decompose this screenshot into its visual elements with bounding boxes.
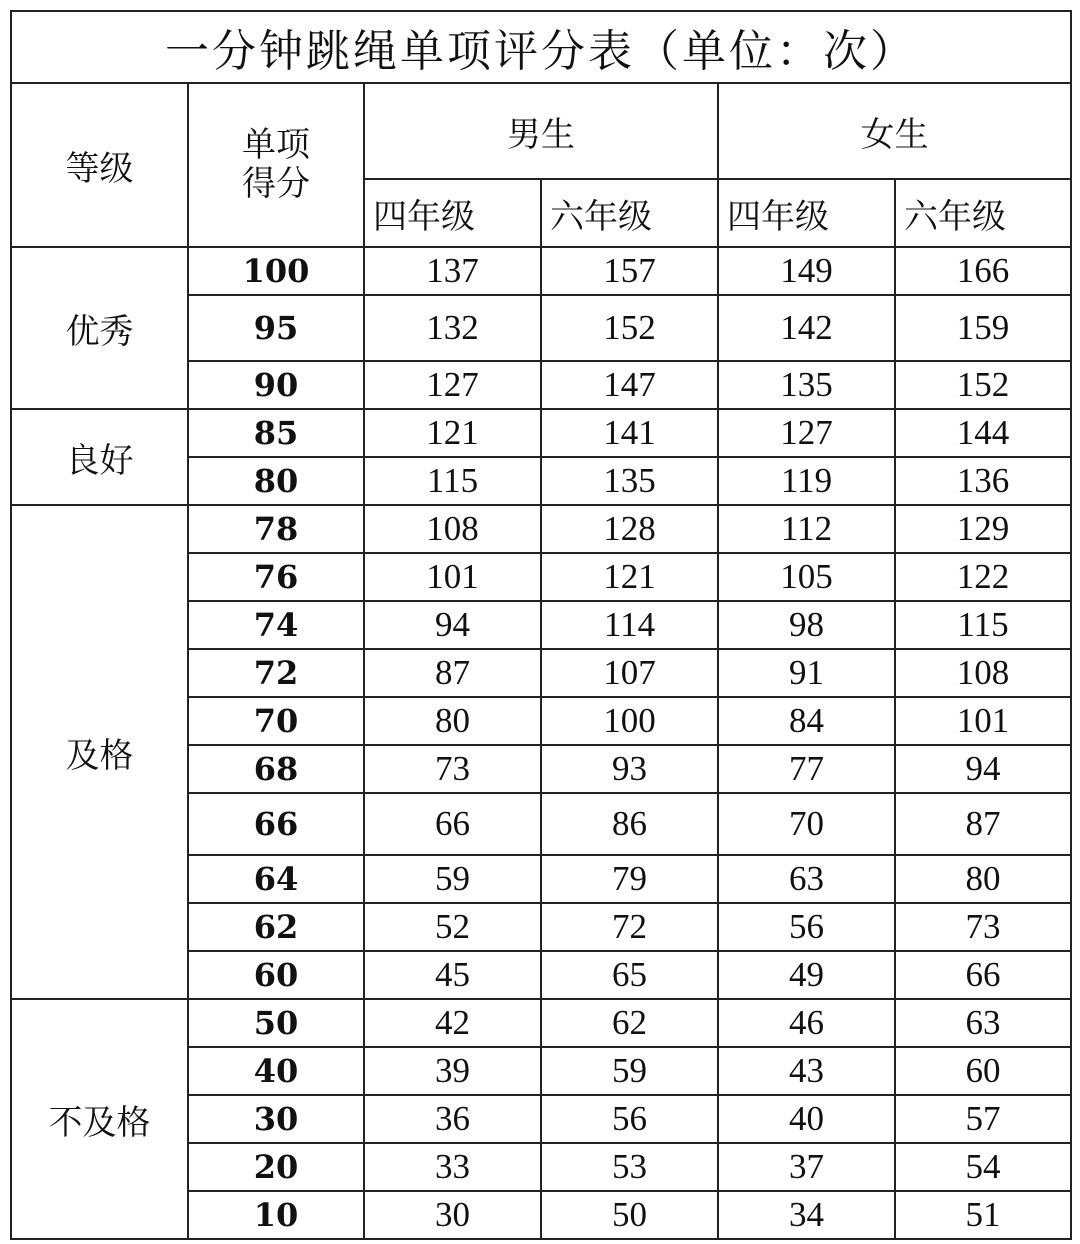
score-cell: 60 (188, 951, 364, 999)
table-row (11, 247, 1071, 295)
count-cell-f6: 144 (895, 409, 1071, 457)
count-cell-f4: 91 (718, 649, 895, 697)
count-cell-f6: 57 (895, 1095, 1071, 1143)
count-cell-f6: 122 (895, 553, 1071, 601)
score-cell: 74 (188, 601, 364, 649)
count-cell-f4: 112 (718, 505, 895, 553)
count-cell-m4: 132 (364, 295, 541, 361)
score-cell: 95 (188, 295, 364, 361)
count-cell-m4: 115 (364, 457, 541, 505)
count-cell-f6: 54 (895, 1143, 1071, 1191)
count-cell-f4: 84 (718, 697, 895, 745)
count-cell-f4: 34 (718, 1191, 895, 1239)
score-cell: 100 (188, 247, 364, 295)
count-cell-m6: 128 (541, 505, 718, 553)
count-cell-m4: 33 (364, 1143, 541, 1191)
count-cell-m4: 52 (364, 903, 541, 951)
level-cell: 良好 (11, 409, 188, 505)
count-cell-m6: 157 (541, 247, 718, 295)
count-cell-f4: 127 (718, 409, 895, 457)
count-cell-m4: 137 (364, 247, 541, 295)
count-cell-f4: 46 (718, 999, 895, 1047)
header-female-grade6: 六年级 (895, 179, 1071, 247)
count-cell-f4: 98 (718, 601, 895, 649)
count-cell-f4: 135 (718, 361, 895, 409)
score-cell: 76 (188, 553, 364, 601)
score-cell: 80 (188, 457, 364, 505)
score-cell: 62 (188, 903, 364, 951)
count-cell-m4: 127 (364, 361, 541, 409)
header-female: 女生 (718, 83, 1071, 179)
score-cell: 64 (188, 855, 364, 903)
count-cell-f6: 166 (895, 247, 1071, 295)
count-cell-m4: 108 (364, 505, 541, 553)
score-cell: 66 (188, 793, 364, 855)
count-cell-m4: 30 (364, 1191, 541, 1239)
level-cell: 及格 (11, 505, 188, 999)
count-cell-f6: 73 (895, 903, 1071, 951)
count-cell-f6: 136 (895, 457, 1071, 505)
count-cell-f6: 87 (895, 793, 1071, 855)
header-level: 等级 (11, 83, 188, 247)
table-row (11, 999, 1071, 1047)
count-cell-m4: 94 (364, 601, 541, 649)
count-cell-m6: 50 (541, 1191, 718, 1239)
header-score (188, 83, 364, 247)
count-cell-f4: 149 (718, 247, 895, 295)
score-cell: 30 (188, 1095, 364, 1143)
count-cell-m4: 36 (364, 1095, 541, 1143)
count-cell-f6: 66 (895, 951, 1071, 999)
count-cell-m6: 86 (541, 793, 718, 855)
count-cell-f4: 40 (718, 1095, 895, 1143)
count-cell-f6: 108 (895, 649, 1071, 697)
count-cell-m6: 93 (541, 745, 718, 793)
count-cell-f6: 159 (895, 295, 1071, 361)
count-cell-m6: 56 (541, 1095, 718, 1143)
table-row (11, 409, 1071, 457)
count-cell-f4: 37 (718, 1143, 895, 1191)
count-cell-f4: 105 (718, 553, 895, 601)
score-cell: 10 (188, 1191, 364, 1239)
header-male: 男生 (364, 83, 718, 179)
count-cell-m4: 45 (364, 951, 541, 999)
count-cell-m6: 107 (541, 649, 718, 697)
scoring-table (10, 10, 1072, 1240)
score-cell: 72 (188, 649, 364, 697)
count-cell-m6: 147 (541, 361, 718, 409)
count-cell-f6: 63 (895, 999, 1071, 1047)
count-cell-m4: 101 (364, 553, 541, 601)
count-cell-m6: 53 (541, 1143, 718, 1191)
count-cell-m6: 59 (541, 1047, 718, 1095)
header-male-grade4: 四年级 (364, 179, 541, 247)
table-row (11, 505, 1071, 553)
count-cell-m4: 80 (364, 697, 541, 745)
count-cell-m6: 100 (541, 697, 718, 745)
count-cell-f4: 56 (718, 903, 895, 951)
count-cell-m4: 42 (364, 999, 541, 1047)
score-cell: 68 (188, 745, 364, 793)
count-cell-m6: 65 (541, 951, 718, 999)
count-cell-f4: 70 (718, 793, 895, 855)
score-cell: 20 (188, 1143, 364, 1191)
score-cell: 50 (188, 999, 364, 1047)
level-cell: 不及格 (11, 999, 188, 1239)
count-cell-m4: 59 (364, 855, 541, 903)
count-cell-f4: 77 (718, 745, 895, 793)
count-cell-f4: 63 (718, 855, 895, 903)
count-cell-m4: 121 (364, 409, 541, 457)
count-cell-f6: 101 (895, 697, 1071, 745)
count-cell-m6: 152 (541, 295, 718, 361)
count-cell-f6: 80 (895, 855, 1071, 903)
count-cell-m6: 79 (541, 855, 718, 903)
count-cell-f6: 129 (895, 505, 1071, 553)
score-cell: 78 (188, 505, 364, 553)
count-cell-m4: 66 (364, 793, 541, 855)
count-cell-f6: 152 (895, 361, 1071, 409)
count-cell-m6: 135 (541, 457, 718, 505)
level-cell: 优秀 (11, 247, 188, 409)
count-cell-m6: 121 (541, 553, 718, 601)
count-cell-m4: 73 (364, 745, 541, 793)
count-cell-f4: 49 (718, 951, 895, 999)
score-cell: 90 (188, 361, 364, 409)
count-cell-m6: 141 (541, 409, 718, 457)
count-cell-m6: 114 (541, 601, 718, 649)
table-title: 一分钟跳绳单项评分表（单位：次） (11, 11, 1071, 83)
header-female-grade4: 四年级 (718, 179, 895, 247)
header-score-label: 单项得分 (242, 124, 310, 204)
count-cell-f4: 142 (718, 295, 895, 361)
count-cell-f6: 115 (895, 601, 1071, 649)
count-cell-m6: 62 (541, 999, 718, 1047)
header-male-grade6: 六年级 (541, 179, 718, 247)
count-cell-f6: 94 (895, 745, 1071, 793)
count-cell-f4: 43 (718, 1047, 895, 1095)
score-cell: 70 (188, 697, 364, 745)
count-cell-f4: 119 (718, 457, 895, 505)
score-cell: 85 (188, 409, 364, 457)
score-cell: 40 (188, 1047, 364, 1095)
count-cell-m4: 39 (364, 1047, 541, 1095)
count-cell-m4: 87 (364, 649, 541, 697)
count-cell-m6: 72 (541, 903, 718, 951)
count-cell-f6: 51 (895, 1191, 1071, 1239)
count-cell-f6: 60 (895, 1047, 1071, 1095)
